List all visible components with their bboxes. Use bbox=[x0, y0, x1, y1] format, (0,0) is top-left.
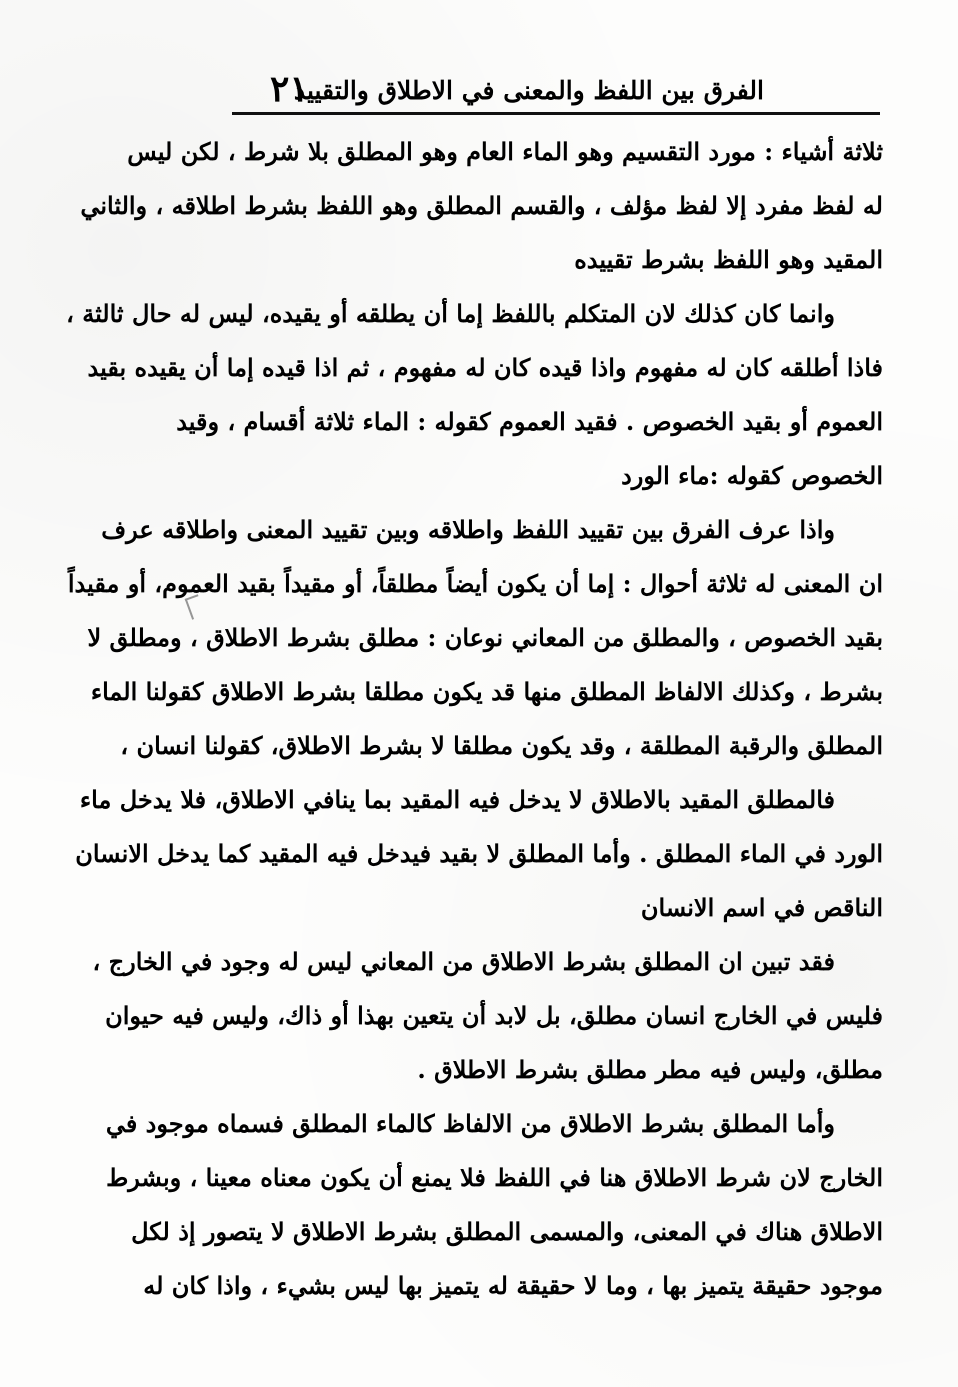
text-line: المطلق والرقبة المطلقة ، وقد يكون مطلقا لا بشرط الاطلاق، كقولنا انسان ، bbox=[120, 731, 883, 760]
text-line: موجود حقيقة يتميز بها ، وما لا حقيقة له يتميز بها ليس بشيء ، واذا كان له bbox=[143, 1271, 883, 1300]
text-line: الخصوص كقوله :ماء الورد bbox=[621, 461, 883, 490]
text-line: الورد في الماء المطلق . وأما المطلق لا بقيد فيدخل فيه المقيد كما يدخل الانسان bbox=[75, 839, 883, 868]
text-line: فالمطلق المقيد بالاطلاق لا يدخل فيه المقيد بما ينافي الاطلاق، فلا يدخل ماء bbox=[79, 785, 835, 814]
text-line: المقيد وهو اللفظ بشرط تقييده bbox=[574, 245, 883, 274]
text-line: وأما المطلق بشرط الاطلاق من الالفاظ كالماء المطلق فسماه موجود في bbox=[105, 1109, 835, 1138]
header-rule bbox=[232, 112, 880, 115]
text-line: واذا عرف الفرق بين تقييد اللفظ واطلاقه وبين تقييد المعنى واطلاقه عرف bbox=[101, 515, 835, 544]
text-line: بقيد الخصوص ، والمطلق من المعاني نوعان : مطلق بشرط الاطلاق ، ومطلق لا bbox=[87, 623, 883, 652]
text-line: ثلاثة أشياء : مورد التقسيم وهو الماء العام وهو المطلق بلا شرط ، لكن ليس bbox=[127, 137, 883, 166]
text-line: فليس في الخارج انسان مطلق، بل لابد أن يتعين بهذا أو ذاك، وليس فيه حيوان bbox=[105, 1001, 883, 1030]
running-title: الفرق بين اللفظ والمعنى في الاطلاق والتقييد bbox=[293, 76, 764, 105]
text-line: فاذا أطلقه كان له مفهوم واذا قيده كان له مفهوم ، ثم اذا قيده إما أن يقيده بقيد bbox=[87, 353, 883, 382]
page-number: ٢١ bbox=[270, 68, 309, 110]
text-line: الاطلاق هناك في المعنى، والمسمى المطلق بشرط الاطلاق لا يتصور إذ لكل bbox=[131, 1217, 883, 1246]
body-text bbox=[66, 125, 883, 1313]
text-line: بشرط ، وكذلك الالفاظ المطلق منها قد يكون مطلقا بشرط الاطلاق كقولنا الماء bbox=[90, 677, 883, 706]
text-line: العموم أو بقيد الخصوص . فقيد العموم كقوله : الماء ثلاثة أقسام ، وقيد bbox=[176, 407, 883, 436]
text-line: وانما كان كذلك لان المتكلم باللفظ إما أن يطلقه أو يقيده، ليس له حال ثالثة ، bbox=[66, 299, 835, 328]
text-line: ان المعنى له ثلاثة أحوال : إما أن يكون أيضاً مطلقاً، أو مقيداً بقيد العموم، أو مقيداً bbox=[67, 569, 883, 598]
text-line: له لفظ مفرد إلا لفظ مؤلف ، والقسم المطلق وهو اللفظ بشرط اطلاقه ، والثاني bbox=[80, 191, 883, 220]
text-line: مطلق، وليس فيه مطر مطلق بشرط الاطلاق . bbox=[417, 1055, 883, 1084]
text-line: الخارج لان شرط الاطلاق هنا في اللفظ فلا يمنع أن يكون معناه معينا ، وبشرط bbox=[106, 1163, 883, 1192]
page-header bbox=[232, 62, 882, 110]
text-line: الناقص في اسم الانسان bbox=[640, 893, 883, 922]
text-line: فقد تبين ان المطلق بشرط الاطلاق من المعاني ليس له وجود في الخارج ، bbox=[92, 947, 835, 976]
